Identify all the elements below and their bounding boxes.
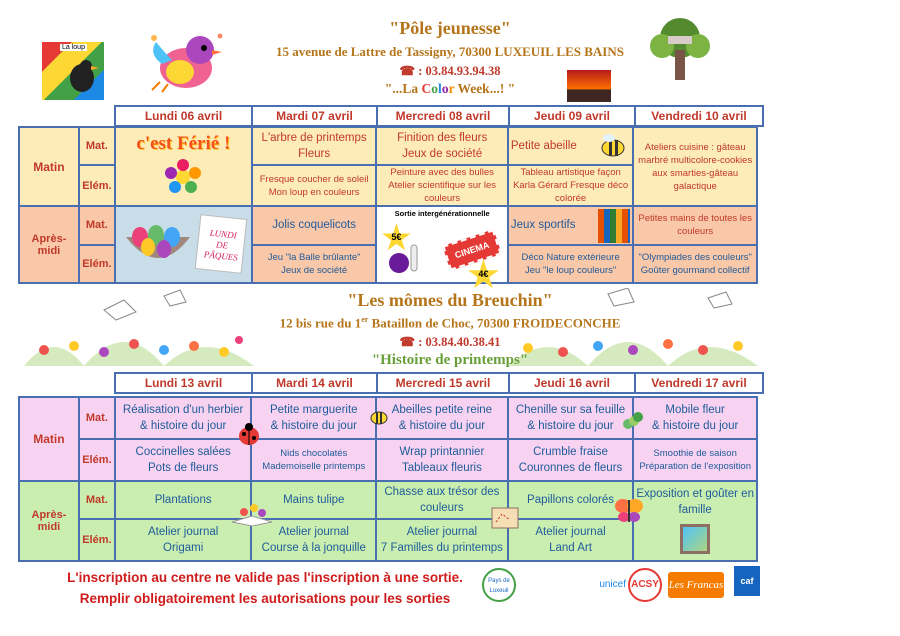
matin-elem-cell: Crumble fraise Couronnes de fleurs (508, 439, 634, 481)
sortie-label: Sortie intergénérationnelle (394, 209, 490, 218)
apres-elem-cell: Jeu "la Balle brûlante" Jeux de société (252, 245, 377, 284)
apres-elem-cell: Atelier journal 7 Familles du printemps (376, 519, 508, 561)
matin-elem-cell: Coccinelles salées Pots de fleurs (115, 439, 252, 481)
apres-cell-vendredi (633, 481, 757, 561)
caterpillar-icon (622, 410, 644, 432)
logo-unicef (534, 574, 626, 596)
address-sup: er (361, 315, 369, 324)
apres-mat-cell: Petites mains de toutes les couleurs (633, 206, 757, 245)
apres-elem-cell: "Olympiades des couleurs" Goûter gourmand collectif (633, 245, 757, 284)
apres-mat-cell: Jolis coquelicots (252, 206, 377, 245)
logo-text: caf (740, 576, 754, 586)
day-header: Mercredi 08 avril (376, 105, 510, 127)
colorful-houses-image (598, 209, 630, 243)
section2-phone: ☎ : 03.84.40.38.41 (399, 335, 501, 349)
day-header: Mardi 07 avril (251, 105, 378, 127)
address-part: Bataillon de Choc, 70300 FROIDECONCHE (368, 315, 621, 331)
logo-left (42, 42, 104, 100)
logo-caf (734, 566, 760, 596)
sortie-cell (376, 206, 507, 283)
section1-phone: ☎ : 03.84.93.94.38 (399, 64, 501, 78)
matin-elem-cell: Nids chocolatés Mademoiselle printemps (251, 439, 376, 481)
sub-mat: Mat. (79, 206, 115, 245)
ferie-label: c'est Férié ! (136, 133, 231, 154)
address-part: 12 bis rue du 1 (279, 315, 362, 331)
bee-icon (368, 406, 390, 426)
sub-mat: Mat. (79, 397, 115, 439)
day-header: Vendredi 17 avril (634, 372, 764, 394)
apres-mat-cell (508, 206, 633, 245)
apres-mat-cell: Chasse aux trésor des couleurs (376, 481, 508, 519)
apres-elem-cell: Atelier journal Land Art (508, 519, 634, 561)
painting-icon (680, 524, 710, 554)
matin-mat-cell: L'arbre de printemps Fleurs (252, 127, 377, 165)
apres-mat-cell: Mains tulipe (251, 481, 376, 519)
day-header: Vendredi 10 avril (634, 105, 764, 127)
matin-elem-cell: Smoothie de saison Préparation de l'exposition (633, 439, 757, 481)
week2-day-headers (114, 372, 762, 394)
ladybug-icon (236, 422, 262, 446)
apres-mat-cell: Papillons colorés (508, 481, 634, 519)
matin-mat-cell (508, 127, 633, 165)
logo-text: Pays de Luxeuil (488, 578, 510, 594)
butterfly-icon (614, 496, 644, 524)
matin-mat-cell: Abeilles petite reine & histoire du jour (376, 397, 508, 439)
paques-card-label: LUNDI DE PÂQUES (203, 227, 239, 263)
bee-icon (598, 134, 628, 158)
period-apres-midi: Après-midi (19, 481, 79, 561)
logo-francas (668, 572, 724, 598)
matin-elem-cell: Tableau artistique façon Karla Gérard Fresque déco colorée (508, 165, 633, 206)
theme-part: "...La (384, 81, 422, 96)
tree-icon (644, 16, 716, 86)
week1-day-headers (114, 105, 762, 127)
sub-mat: Mat. (79, 127, 115, 165)
theme-part: Week...! " (454, 81, 516, 96)
section1-theme (330, 81, 570, 97)
price-4: 4€ (478, 269, 489, 279)
matin-mat-cell: Finition des fleurs Jeux de société (376, 127, 507, 165)
footer-line-2: Remplir obligatoirement les autorisations pour les sorties (79, 591, 451, 606)
footer-line-1: L'inscription au centre ne valide pas l'inscription à une sortie. (67, 570, 463, 585)
apres-elem-cell: Atelier journal Course à la jonquille (251, 519, 376, 561)
sub-elem: Elém. (79, 439, 115, 481)
theme-part: l (438, 81, 442, 96)
cinema-ticket: CINEMA (443, 229, 502, 270)
bird-icon (142, 24, 228, 94)
matin-mat-cell: Réalisation d'un herbier & histoire du jour (115, 397, 252, 439)
day-header: Lundi 13 avril (114, 372, 253, 394)
bird-illustration (142, 24, 228, 94)
logo-acsy (628, 568, 662, 602)
theme-part: r (448, 81, 455, 96)
section2-title: "Les mômes du Breuchin" (347, 290, 553, 310)
apres-elem-cell: Atelier journal Origami (115, 519, 252, 561)
tree-illustration (644, 16, 716, 86)
apres-mat-cell: Plantations (115, 481, 252, 519)
matin-mat-cell: Chenille sur sa feuille & histoire du jour (508, 397, 634, 439)
bowling-icon (383, 237, 423, 277)
theme-part: o (441, 81, 449, 96)
day-header: Mardi 14 avril (251, 372, 378, 394)
day-header: Jeudi 09 avril (508, 105, 636, 127)
sub-elem: Elém. (79, 165, 115, 206)
day-header: Jeudi 16 avril (508, 372, 636, 394)
matin-mat-cell: Mobile fleur & histoire du jour (633, 397, 757, 439)
matin-mat-cell: Petite marguerite & histoire du jour (251, 397, 376, 439)
theme-part: C (421, 81, 432, 96)
logo-text: Les Francas (668, 579, 724, 591)
price-5: 5€ (391, 232, 402, 242)
book-flowers-icon (230, 502, 274, 526)
sub-elem: Elém. (79, 519, 115, 561)
sub-elem: Elém. (79, 245, 115, 284)
day-header: Mercredi 15 avril (376, 372, 510, 394)
matin-elem-cell: Peinture avec des bulles Atelier scientifique sur les couleurs (376, 165, 507, 206)
section1-title: "Pôle jeunesse" (389, 18, 511, 38)
matin-cell-vendredi: Ateliers cuisine : gâteau marbré multicolore-cookies aux smarties-gâteau galactique (633, 127, 757, 206)
crow-icon (42, 42, 104, 100)
matin-mat-text: Petite abeille (510, 140, 577, 152)
logo-text: unicef (599, 579, 626, 590)
day-header: Lundi 06 avril (114, 105, 253, 127)
paques-cell (115, 206, 252, 283)
period-apres-midi: Après-midi (19, 206, 79, 283)
theme-part: o (431, 81, 439, 96)
sunset-image (567, 70, 611, 102)
logo-left-text: La loup (62, 44, 85, 51)
logo-text: ACSY (631, 579, 659, 590)
section1-address: 15 avenue de Lattre de Tassigny, 70300 LUXEUIL LES BAINS (276, 44, 624, 59)
flower-icon (163, 159, 203, 195)
week1-schedule-table (18, 126, 758, 284)
sub-mat: Mat. (79, 481, 115, 519)
logo-pays-luxeuil (482, 568, 516, 602)
matin-elem-cell: Fresque coucher de soleil Mon loup en couleurs (252, 165, 377, 206)
matin-elem-cell: Wrap printannier Tableaux fleuris (376, 439, 508, 481)
apres-mat-text: Exposition et goûter en famille (636, 488, 754, 516)
treasure-map-icon (490, 506, 520, 530)
section2-address (210, 315, 690, 331)
apres-mat-text: Jeux sportifs (510, 219, 576, 232)
period-matin: Matin (19, 397, 79, 481)
apres-elem-cell: Déco Nature extérieure Jeu "le loup couleurs" (508, 245, 633, 284)
section2-theme: "Histoire de printemps" (371, 352, 529, 368)
lundi-ferie-cell (115, 127, 252, 206)
period-matin: Matin (19, 127, 79, 206)
